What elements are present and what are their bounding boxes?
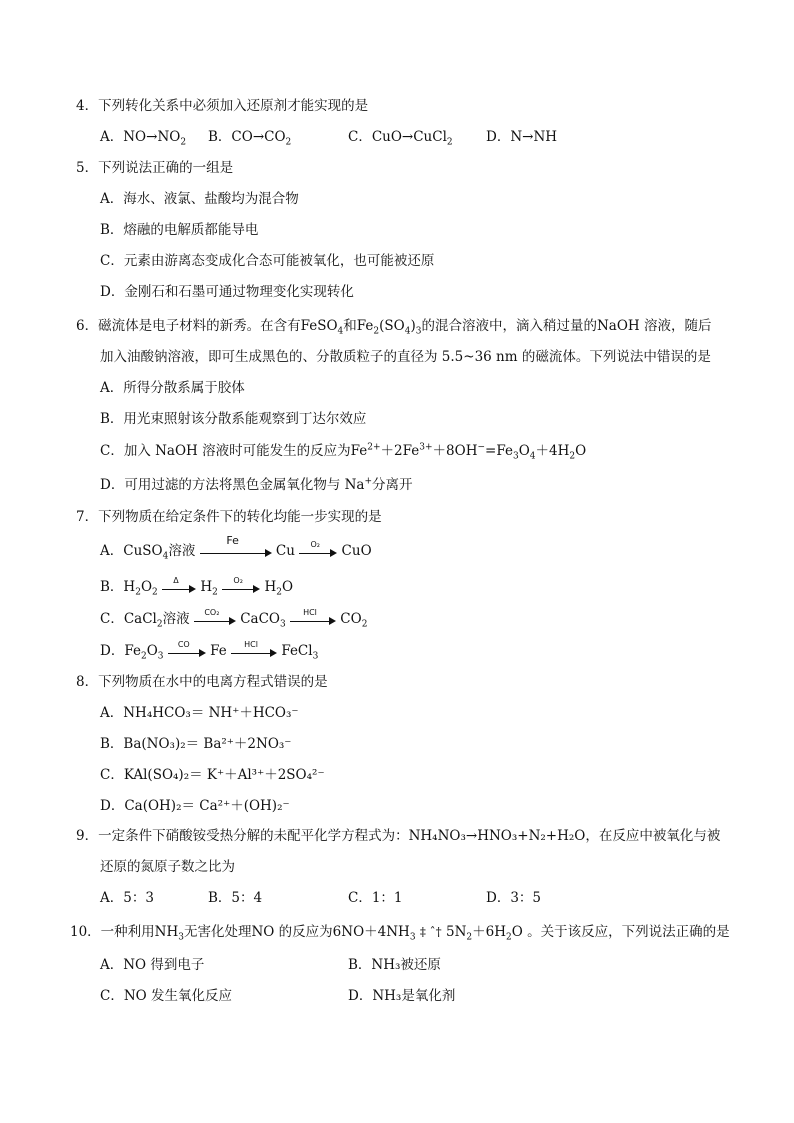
question-8-option-c[interactable]: C．KAl(SO₄)₂＝ K⁺＋Al³⁺＋2SO₄²⁻	[100, 767, 325, 783]
reaction-arrow: CO	[168, 642, 206, 662]
reaction-arrow: Fe	[200, 542, 272, 562]
question-7-option-c[interactable]: C．CaCl$_2$溶液 CO₂ CaCO$_3$ HCl $CO_2$	[100, 607, 368, 630]
question-9-stem: 9．一定条件下硝酸铵受热分解的未配平化学方程式为：NH₄NO₃→HNO₃+N₂+H₂O，在反应中被氧化与被	[76, 828, 721, 844]
question-6-option-a[interactable]: A．所得分散系属于胶体	[100, 380, 245, 396]
question-9-stem-line2: 还原的氮原子数之比为	[100, 859, 235, 875]
question-6-option-c[interactable]: C．加入 NaOH 溶液时可能发生的反应为$Fe^{2+}+2Fe^{3+}+8OH^-=Fe_3O_4+4H_2O$	[100, 442, 587, 462]
question-4-option-b[interactable]: B．$CO\to CO_2$	[208, 129, 292, 148]
question-5-option-a[interactable]: A．海水、液氯、盐酸均为混合物	[100, 191, 299, 207]
question-5-option-d[interactable]: D．金刚石和石墨可通过物理变化实现转化	[100, 284, 354, 300]
question-7-option-a[interactable]: A．CuSO$_4$溶液 Fe Cu O₂ CuO	[100, 533, 372, 562]
question-4-option-c[interactable]: C．CuO→CuCl$_2$	[348, 129, 453, 148]
question-6-stem-line2: 加入油酸钠溶液，即可生成黑色的、分散质粒子的直径为 5.5~36 nm 的磁流体。下列说法中错误的是	[100, 349, 711, 365]
question-7-stem: 7．下列物质在给定条件下的转化均能一步实现的是	[76, 509, 382, 525]
reaction-arrow: Δ	[162, 578, 196, 598]
question-5-option-b[interactable]: B．熔融的电解质都能导电	[100, 222, 259, 238]
question-5-stem: 5．下列说法正确的一组是	[76, 160, 234, 176]
question-4-option-d[interactable]: D．N→NH	[486, 129, 558, 145]
question-10-option-a[interactable]: A．NO 得到电子	[100, 957, 205, 973]
reaction-arrow: HCl	[231, 642, 277, 662]
question-6-option-d[interactable]: D．可用过滤的方法将黑色金属氧化物与 Na+分离开	[100, 476, 413, 493]
question-6-option-b[interactable]: B．用光束照射该分散系能观察到丁达尔效应	[100, 411, 367, 427]
question-6-stem: 6．磁流体是电子材料的新秀。在含有FeSO$_4$和$Fe_2(SO_4)_3$的混合溶液中，滴入稍过量的NaOH 溶液，随后	[76, 318, 712, 337]
question-9-option-d[interactable]: D．3：5	[486, 890, 542, 906]
question-7-option-b[interactable]: B．$H_2O_2$ Δ $H_2$ O₂ $H_2O$	[100, 575, 294, 598]
question-10-option-c[interactable]: C．NO 发生氧化反应	[100, 988, 233, 1004]
reaction-arrow: CO₂	[194, 610, 236, 630]
question-8-stem: 8．下列物质在水中的电离方程式错误的是	[76, 674, 328, 690]
reaction-arrow: O₂	[299, 542, 337, 562]
question-4-option-a[interactable]: A．$NO\to NO_2$	[100, 129, 187, 148]
question-9-option-b[interactable]: B．5：4	[208, 890, 263, 906]
reaction-arrow: HCl	[290, 610, 336, 630]
question-5-option-c[interactable]: C．元素由游离态变成化合态可能被氧化，也可能被还原	[100, 253, 435, 269]
question-4-stem: 4．下列转化关系中必须加入还原剂才能实现的是	[76, 98, 369, 114]
question-8-option-d[interactable]: D．Ca(OH)₂＝ Ca²⁺＋(OH)₂⁻	[100, 798, 290, 814]
question-10-option-b[interactable]: B．NH₃被还原	[348, 957, 441, 973]
question-8-option-a[interactable]: A．NH₄HCO₃＝ NH⁺＋HCO₃⁻	[100, 705, 299, 721]
question-9-option-c[interactable]: C．1：1	[348, 890, 403, 906]
question-8-option-b[interactable]: B．Ba(NO₃)₂＝ Ba²⁺＋2NO₃⁻	[100, 736, 292, 752]
question-10-stem: 10．一种利用$NH_3$无害化处理NO 的反应为$6NO+4NH_3$ ‡ ˆ† $5N_2+6H_2O$ 。关于该反应，下列说法正确的是	[70, 924, 730, 943]
question-10-option-d[interactable]: D．NH₃是氧化剂	[348, 988, 456, 1004]
question-9-option-a[interactable]: A．5：3	[100, 890, 154, 906]
question-7-option-d[interactable]: D．$Fe_2O_3$ CO Fe HCl FeCl$_3$	[100, 639, 319, 662]
reaction-arrow: O₂	[222, 578, 260, 598]
